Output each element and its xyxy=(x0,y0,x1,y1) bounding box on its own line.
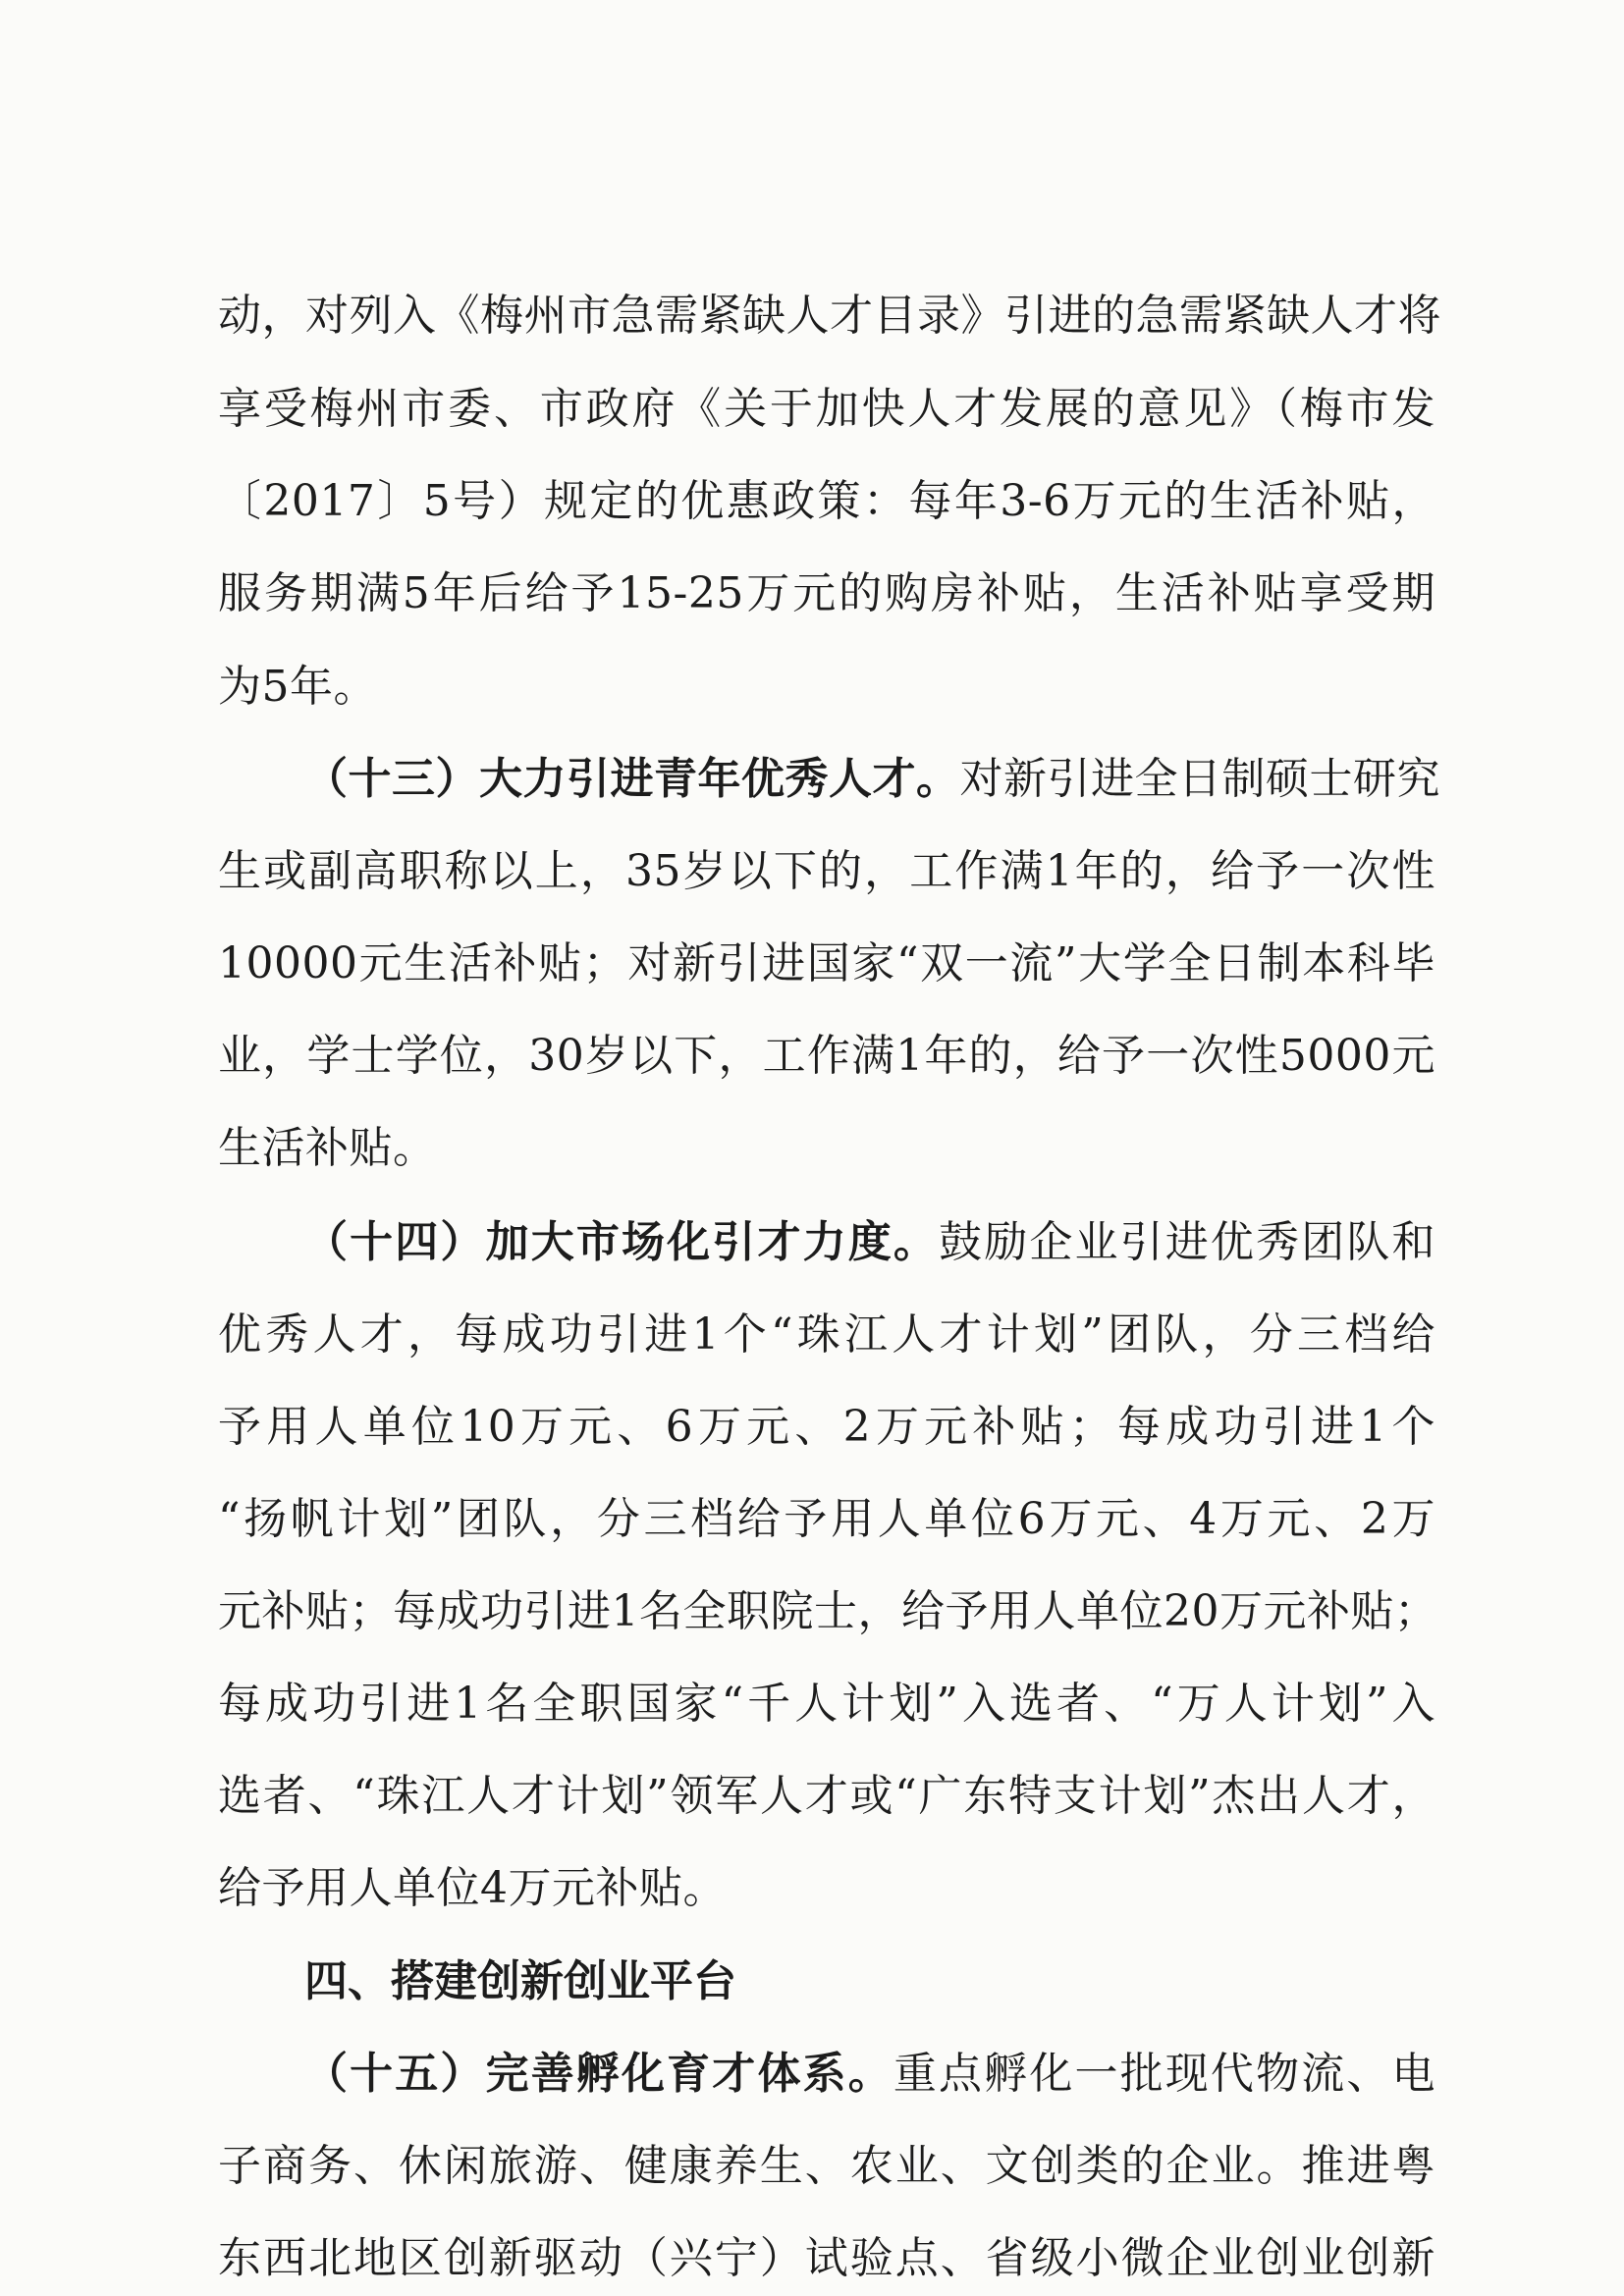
body-line: 动，对列入《梅州市急需紧缺人才目录》引进的急需紧缺人才将 xyxy=(218,291,1441,341)
body-line: 为5年。 xyxy=(218,662,377,712)
body-line: 生活补贴。 xyxy=(218,1123,437,1173)
body-line: 东西北地区创新驱动（兴宁）试验点、省级小微企业创业创新 xyxy=(218,2233,1435,2283)
body-line: “扬帆计划”团队，分三档给予用人单位6万元、4万元、2万 xyxy=(218,1494,1435,1544)
paragraph-14-first-line xyxy=(304,1213,1435,1272)
body-line: 〔2017〕5号）规定的优惠政策：每年3-6万元的生活补贴， xyxy=(218,476,1435,526)
body-line: 10000元生活补贴；对新引进国家“双一流”大学全日制本科毕 xyxy=(218,938,1435,988)
paragraph-13-title: （十三）大力引进青年优秀人才。 xyxy=(304,754,960,804)
paragraph-15-first-line xyxy=(304,2045,1435,2104)
paragraph-15-text: 重点孵化一批现代物流、电 xyxy=(893,2049,1436,2099)
body-line: 每成功引进1名全职国家“千人计划”入选者、“万人计划”入 xyxy=(218,1679,1435,1729)
body-line: 元补贴；每成功引进1名全职院士，给予用人单位20万元补贴； xyxy=(218,1586,1438,1636)
paragraph-15-title: （十五）完善孵化育才体系。 xyxy=(304,2049,893,2099)
body-line: 子商务、休闲旅游、健康养生、农业、文创类的企业。推进粤 xyxy=(218,2141,1435,2191)
section-heading: 四、搭建创新创业平台 xyxy=(304,1956,736,2006)
body-line: 予用人单位10万元、6万元、2万元补贴；每成功引进1个 xyxy=(218,1402,1435,1452)
body-line: 优秀人才，每成功引进1个“珠江人才计划”团队，分三档给 xyxy=(218,1309,1435,1360)
body-line: 选者、“珠江人才计划”领军人才或“广东特支计划”杰出人才， xyxy=(218,1771,1435,1821)
paragraph-13-text: 对新引进全日制硕士研究 xyxy=(959,754,1440,804)
paragraph-14-title: （十四）加大市场化引才力度。 xyxy=(304,1217,940,1267)
body-line: 享受梅州市委、市政府《关于加快人才发展的意见》（梅市发 xyxy=(218,384,1435,434)
body-line: 生或副高职称以上，35岁以下的，工作满1年的，给予一次性 xyxy=(218,846,1435,896)
paragraph-14-text: 鼓励企业引进优秀团队和 xyxy=(939,1217,1436,1267)
paragraph-13-first-line xyxy=(304,750,1440,809)
body-line: 给予用人单位4万元补贴。 xyxy=(218,1863,727,1913)
body-line: 业，学士学位，30岁以下，工作满1年的，给予一次性5000元 xyxy=(218,1031,1435,1081)
body-line: 服务期满5年后给予15-25万元的购房补贴，生活补贴享受期 xyxy=(218,568,1435,618)
